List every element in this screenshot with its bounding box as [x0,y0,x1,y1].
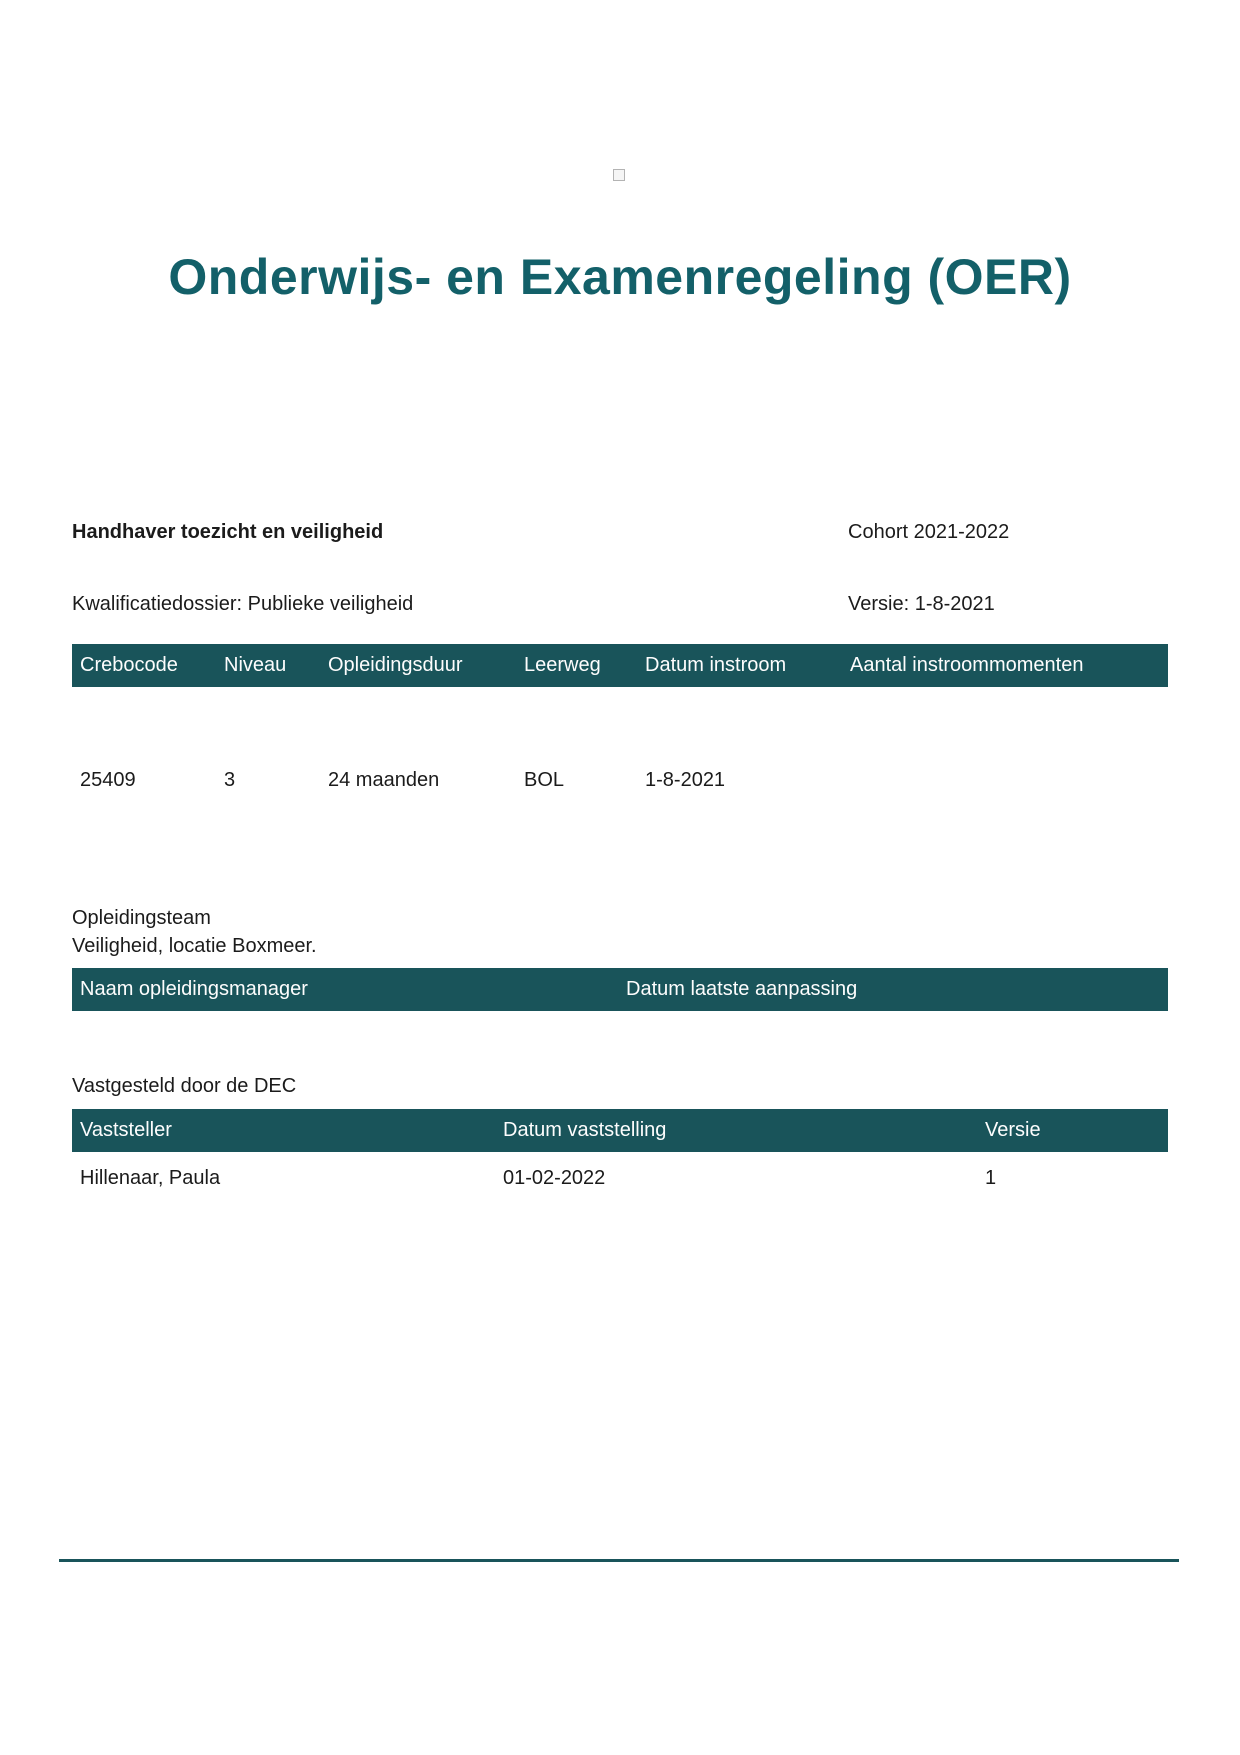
program-table-header-leerweg: Leerweg [524,654,601,676]
team-table-header [72,968,1168,1011]
version-label: Versie: 1-8-2021 [848,593,995,615]
team-table-header-naam-opleidingsmanager: Naam opleidingsmanager [80,978,308,1000]
program-table-header-niveau: Niveau [224,654,287,676]
team-table-header-datum-laatste-aanpassing: Datum laatste aanpassing [626,978,858,1000]
cell-versie: 1 [985,1167,997,1189]
cell-datum-instroom: 1-8-2021 [645,769,726,791]
program-table-header [72,644,1168,687]
qualification-dossier: Kwalificatiedossier: Publieke veiligheid [72,593,414,615]
cell-leerweg: BOL [524,769,565,791]
approval-table-header-versie: Versie [985,1119,1041,1141]
page-title: Onderwijs- en Examenregeling (OER) [168,249,1072,305]
missing-image-placeholder-icon [613,169,625,181]
team-subheading: Veiligheid, locatie Boxmeer. [72,935,317,957]
cell-datum-vaststelling: 01-02-2022 [503,1167,606,1189]
cell-niveau: 3 [224,769,236,791]
cohort-label: Cohort 2021-2022 [848,521,1010,543]
approval-table-header [72,1109,1168,1152]
approval-table-header-vaststeller: Vaststeller [80,1119,172,1141]
program-table-header-opleidingsduur: Opleidingsduur [328,654,463,676]
program-table-header-datum-instroom: Datum instroom [645,654,787,676]
program-table-header-aantal-instroommomenten: Aantal instroommomenten [850,654,1084,676]
cell-opleidingsduur: 24 maanden [328,769,440,791]
cell-crebocode: 25409 [80,769,136,791]
team-heading: Opleidingsteam [72,907,211,929]
footer-divider [59,1559,1179,1562]
approval-heading: Vastgesteld door de DEC [72,1075,297,1097]
program-table-header-crebocode: Crebocode [80,654,178,676]
approval-table-header-datum-vaststelling: Datum vaststelling [503,1119,667,1141]
program-name: Handhaver toezicht en veiligheid [72,521,384,543]
cell-vaststeller: Hillenaar, Paula [80,1167,221,1189]
